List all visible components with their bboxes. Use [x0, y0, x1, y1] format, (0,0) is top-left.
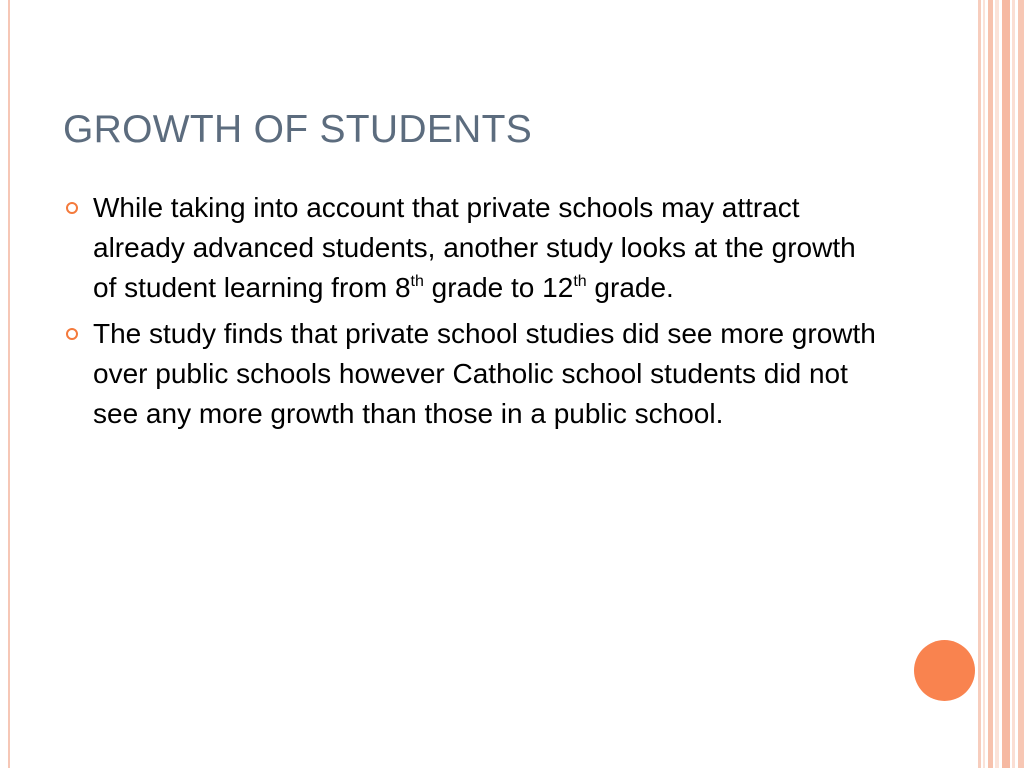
bullet-item — [60, 188, 880, 308]
superscript: th — [410, 273, 424, 290]
frame-left-line — [8, 0, 10, 768]
right-stripe — [1002, 0, 1010, 768]
bullet-text: While taking into account that private schools may attract already advanced students, another study looks at the growth of student learning from 8 — [93, 192, 856, 303]
ring-bullet-icon — [66, 328, 78, 340]
bullet-item — [60, 314, 880, 434]
orange-circle-decoration — [914, 640, 975, 701]
slide-title: GROWTH OF STUDENTS — [63, 108, 533, 151]
right-stripe — [978, 0, 981, 768]
right-stripe — [988, 0, 993, 768]
right-stripe — [983, 0, 985, 768]
ring-bullet-icon — [66, 202, 78, 214]
bullet-text: grade. — [586, 272, 674, 303]
right-stripe — [1012, 0, 1015, 768]
bullet-text: grade to 12 — [423, 272, 574, 303]
bullet-list — [60, 188, 880, 440]
bullet-text: The study finds that private school studies did see more growth over public schools however Catholic school students did not see any more growth than those in a public school. — [93, 318, 876, 429]
superscript: th — [573, 273, 587, 290]
right-stripe — [995, 0, 999, 768]
right-stripe — [1018, 0, 1024, 768]
